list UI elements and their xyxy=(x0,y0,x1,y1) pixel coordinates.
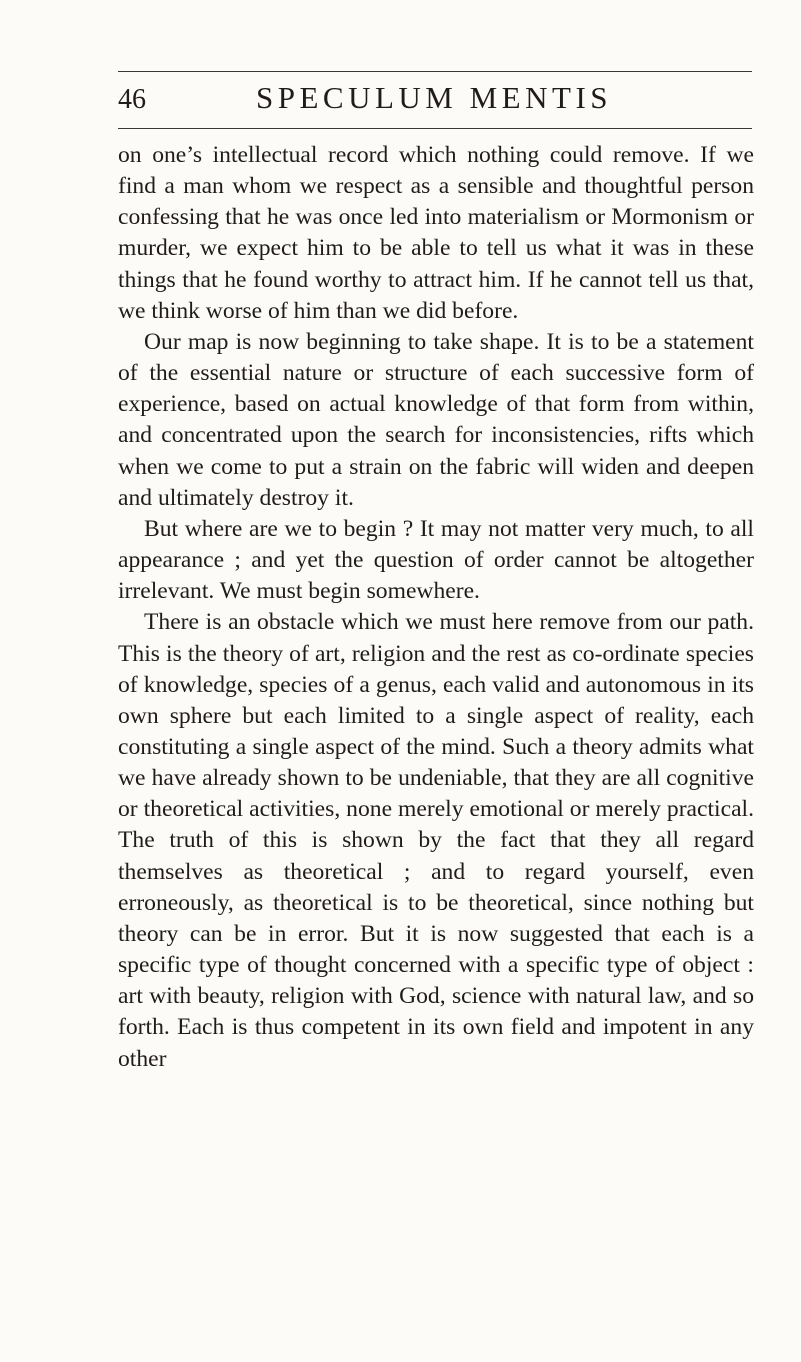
page-number: 46 xyxy=(118,84,146,115)
header-bottom-rule xyxy=(118,128,752,129)
paragraph-where-to-begin: But where are we to begin ? It may not matter very much, to all appearance ; and yet the question of order cannot be altogether irrelevant. We must begin somewhere. xyxy=(118,515,754,605)
running-header xyxy=(118,78,758,122)
paragraph-obstacle: There is an obstacle which we must here remove from our path. This is the theory of art, religion and the rest as co-ordinate species of knowledge, species of a genus, each valid and autonomous in its own sphere but each limited to a single aspect of reality, each constituting a single aspect of the mind. Such a theory admits what we have already shown to be undeniable, that they are all cognitive or theoretical activities, none merely emotional or merely practical. The truth of this is shown by the fact that they all regard themselves as theoretical ; and to regard yourself, even erroneously, as theoretical is to be theoretical, since nothing but theory can be in error. But it is now suggested that each is a specific type of thought concerned with a specific type of object : art with beauty, religion with God, science with natural law, and so forth. Each is thus competent in its own field and impotent in any other xyxy=(118,609,754,1072)
header-top-rule xyxy=(118,71,752,72)
running-title: SPECULUM MENTIS xyxy=(256,80,613,115)
paragraph-map: Our map is now beginning to take shape. It is to be a statement of the essential nature or structure of each successive form of experience, based on actual knowledge of that form from within, and concentrated upon the search for inconsistencies, rifts which when we come to put a strain on the fabric will widen and deepen and ultimately destroy it. xyxy=(118,328,754,511)
body-text xyxy=(118,140,754,1075)
paragraph-continuation: on one’s intellectual record which nothing could remove. If we find a man whom we respect as a sensible and thoughtful person confessing that he was once led into materialism or Mormonism or murder, we expect him to be able to tell us what it was in these things that he found worthy to attract him. If he cannot tell us that, we think worse of him than we did before. xyxy=(118,142,754,324)
